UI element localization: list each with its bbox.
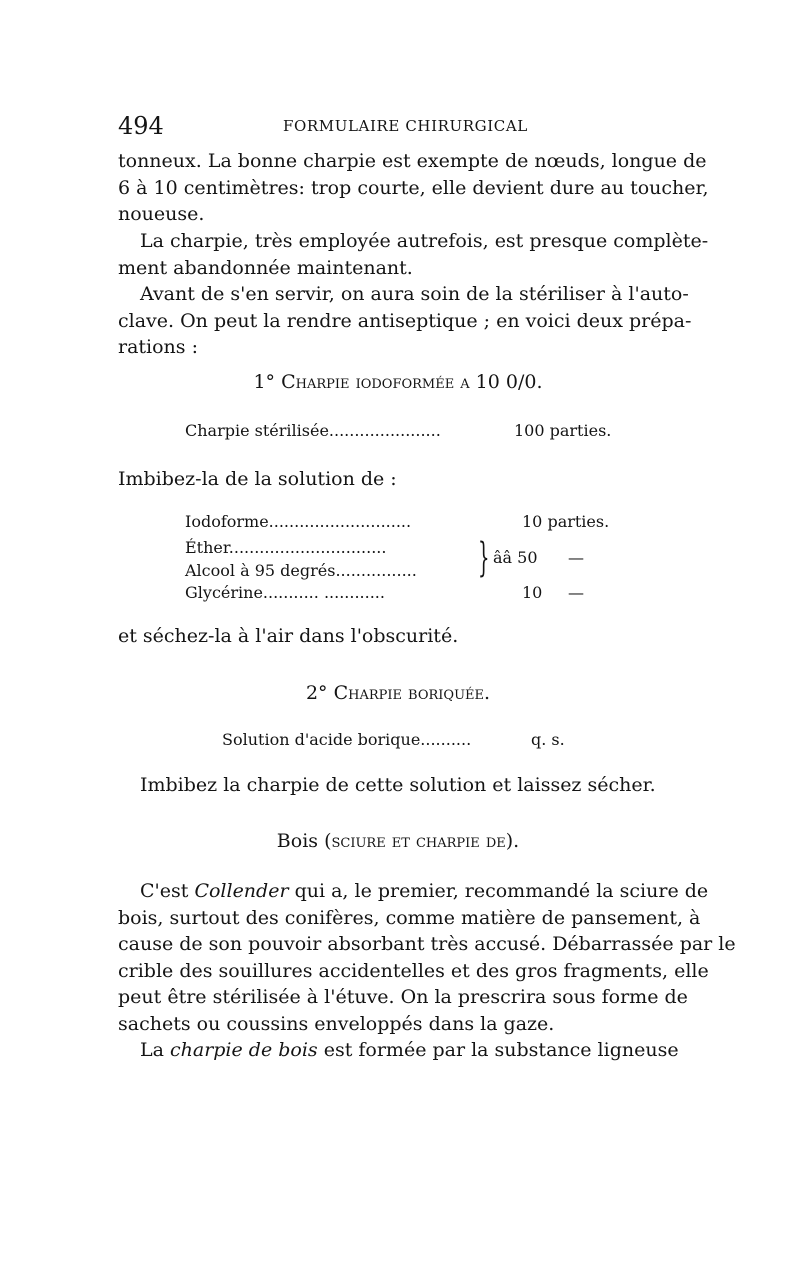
- text-line: clave. On peut la rendre antiseptique ; en voici deux prépa-: [118, 309, 692, 332]
- text-line: et séchez-la à l'air dans l'obscurité.: [118, 625, 459, 647]
- leader-dots: ......................: [328, 421, 441, 440]
- ditto-dash: —: [568, 583, 584, 602]
- paragraph-5: [118, 1037, 678, 1064]
- text-line: 6 à 10 centimètres: trop courte, elle devient dure au toucher,: [118, 176, 709, 199]
- recipe-line: [185, 538, 386, 557]
- recipe-line: [222, 730, 471, 749]
- section-title: Bois: [276, 830, 319, 852]
- paragraph-3: [118, 281, 692, 361]
- text-line: La charpie, très employée autrefois, est presque complète-: [140, 230, 709, 252]
- text-line: sachets ou coussins enveloppés dans la gaze.: [118, 1012, 555, 1035]
- ingredient-name: Solution d'acide borique: [222, 730, 421, 749]
- leader-dots: ................: [335, 561, 417, 580]
- text-line: rations :: [118, 336, 198, 358]
- text-line: noueuse.: [118, 203, 205, 225]
- ingredient-name: Alcool à 95 degrés: [185, 561, 336, 580]
- text-line: Imbibez-la de la solution de :: [118, 468, 397, 490]
- leader-dots: ........... ............: [262, 583, 385, 602]
- text-line: tonneux. La bonne charpie est exempte de nœuds, longue de: [118, 150, 707, 172]
- leader-dots: ..........: [420, 730, 472, 749]
- text-line: [118, 878, 709, 905]
- ingredient-name: Glycérine: [185, 583, 263, 602]
- paragraph-4: [118, 878, 736, 1037]
- brace-symbol: }: [478, 535, 490, 581]
- ingredient-name: Charpie stérilisée: [185, 421, 329, 440]
- recipe-line: [185, 561, 417, 580]
- ingredient-quantity: 10 parties.: [522, 512, 610, 531]
- section-title: Charpie iodoformée a 10 0/0.: [281, 371, 543, 393]
- leader-dots: ...............................: [228, 538, 387, 557]
- text-run: La: [140, 1039, 170, 1061]
- text-run: qui a, le premier, recommandé la sciure de: [288, 880, 709, 902]
- text-line: Imbibez la charpie de cette solution et laissez sécher.: [140, 774, 656, 796]
- leader-dots: ............................: [268, 512, 412, 531]
- text-line: ment abandonnée maintenant.: [118, 256, 413, 279]
- section-number: 1°: [253, 371, 276, 393]
- instruction-2: [118, 623, 678, 650]
- text-line: [118, 1037, 678, 1064]
- paragraph-2: [118, 228, 709, 281]
- section-heading-3: [118, 830, 678, 852]
- page-header: [118, 112, 678, 142]
- paragraph-1: [118, 148, 709, 228]
- ditto-dash: —: [568, 548, 584, 567]
- running-title: FORMULAIRE CHIRURGICAL: [283, 117, 528, 135]
- section-heading-1: [118, 371, 678, 393]
- instruction-1: [118, 466, 678, 493]
- recipe-line: [185, 583, 385, 602]
- text-line: cause de son pouvoir absorbant très accusé. Débarrassée par le: [118, 933, 736, 955]
- recipe-line: [185, 512, 411, 531]
- group-quantity: ââ 50: [493, 548, 538, 567]
- ingredient-name: Iodoforme: [185, 512, 269, 531]
- ingredient-quantity: 100 parties.: [514, 421, 612, 440]
- text-line: bois, surtout des conifères, comme matière de pansement, à: [118, 906, 701, 929]
- text-line: crible des souillures accidentelles et des gros fragments, elle: [118, 959, 709, 982]
- text-line: Avant de s'en servir, on aura soin de la stériliser à l'auto-: [140, 283, 689, 305]
- author-name: Collender: [194, 880, 289, 902]
- ingredient-name: Éther: [185, 538, 229, 557]
- section-title: Charpie boriquée.: [333, 682, 491, 704]
- text-line: peut être stérilisée à l'étuve. On la prescrira sous forme de: [118, 986, 688, 1008]
- text-run: est formée par la substance ligneuse: [317, 1039, 679, 1061]
- recipe-line: [185, 421, 441, 440]
- instruction-3: [118, 772, 678, 799]
- ingredient-quantity: q. s.: [531, 730, 565, 749]
- section-number: 2°: [305, 682, 328, 704]
- text-run: C'est: [140, 880, 195, 902]
- section-heading-2: [118, 682, 678, 704]
- section-subtitle: (sciure et charpie de).: [324, 830, 520, 852]
- ingredient-quantity: 10: [522, 583, 543, 602]
- page-number: 494: [118, 112, 164, 140]
- emphasis-term: charpie de bois: [169, 1039, 318, 1061]
